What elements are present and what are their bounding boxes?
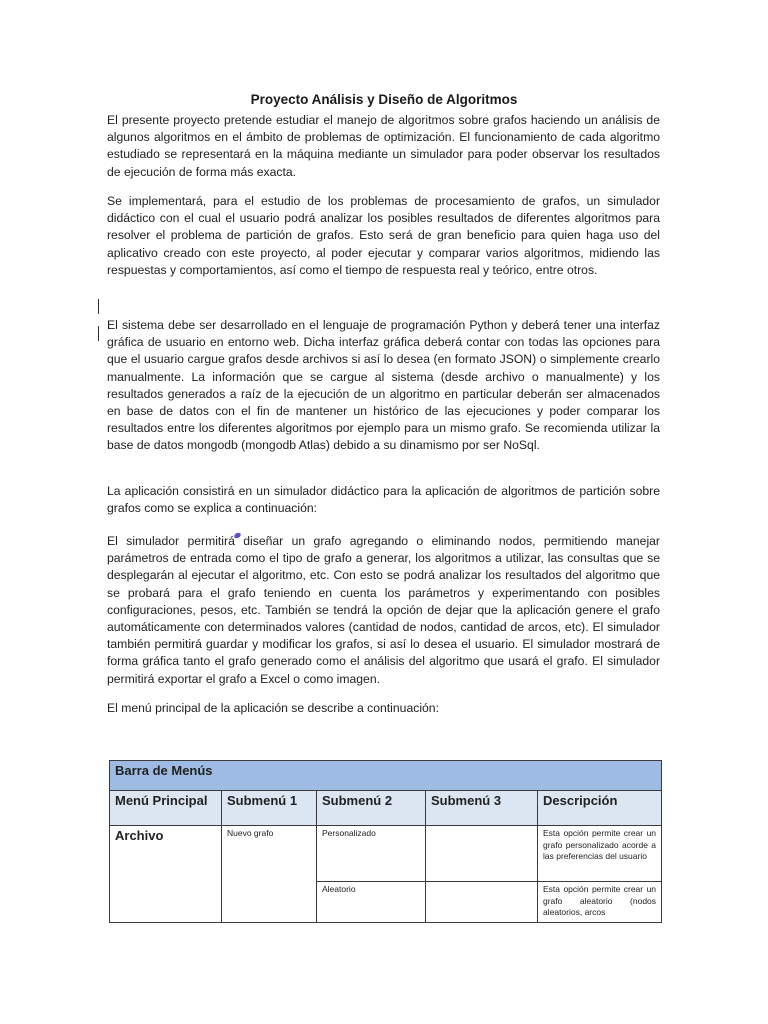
- submenu3-cell: [426, 882, 538, 923]
- description-cell: Esta opción permite crear un grafo personalizado acorde a las preferencias del usuario: [538, 826, 662, 882]
- primary-menu-archivo: Archivo: [110, 826, 222, 923]
- paragraph-implementation: Se implementará, para el estudio de los problemas de procesamiento de grafos, un simulador didáctico con el cual el usuario podrá analizar los posibles resultados de diferentes algoritmos para resolver el problema de partición de grafos. Esto será de gran beneficio para quien haga uso del aplicativo creado con este proyecto, al poder ejecutar y comparar varios algoritmos, midiendo las respuestas y comportamientos, así como el tiempo de respuesta real y teórico, entre otros.: [107, 194, 660, 277]
- header-descripcion: Descripción: [538, 791, 662, 826]
- paragraph-simulator: El simulador permitirá diseñar un grafo agregando o eliminando nodos, permitiendo manejar parámetros de entrada como el tipo de grafo a generar, los algoritmos a utilizar, las consultas que se desplegarán al ejecutar el algoritmo, etc. Con esto se podrá analizar los resultados del algoritmo que se probará para el grafo teniendo en cuenta los parámetros y experimentando con posibles configuraciones, pesos, etc. También se tendrá la opción de dejar que la aplicación genere el grafo automáticamente con determinados valores (cantidad de nodos, cantidad de arcos, etc). El simulador también permitirá guardar y modificar los grafos, si así lo desea el usuario. El simulador mostrará de forma gráfica tanto el grafo generado como el análisis del algoritmo que usará el grafo. El simulador permitirá exportar el grafo a Excel o como imagen.: [107, 534, 660, 686]
- paragraph-intro: El presente proyecto pretende estudiar el manejo de algoritmos sobre grafos haciendo un análisis de algunos algoritmos en el ámbito de problemas de optimización. El funcionamiento de cada algoritmo estudiado se representará en la máquina mediante un simulador para poder observar los resultados de ejecución de forma más exacta.: [107, 113, 660, 179]
- menu-table: [109, 760, 662, 923]
- table-header-row: [110, 791, 662, 826]
- header-menu-principal: Menú Principal: [110, 791, 222, 826]
- document-title: Proyecto Análisis y Diseño de Algoritmos: [250, 92, 518, 107]
- table-row: [110, 826, 662, 882]
- paragraph-application: La aplicación consistirá en un simulador didáctico para la aplicación de algoritmos de partición sobre grafos como se explica a continuación:: [107, 484, 660, 516]
- submenu1-cell: Nuevo grafo: [222, 826, 317, 923]
- menu-bar-title: Barra de Menús: [110, 761, 662, 791]
- paragraph-menu-intro: El menú principal de la aplicación se describe a continuación:: [107, 701, 439, 715]
- submenu3-cell: [426, 826, 538, 882]
- header-submenu-2: Submenú 2: [317, 791, 426, 826]
- menu-bar-row: [110, 761, 662, 791]
- header-submenu-1: Submenú 1: [222, 791, 317, 826]
- header-submenu-3: Submenú 3: [426, 791, 538, 826]
- submenu2-cell: Aleatorio: [317, 882, 426, 923]
- text-cursor-mark: [98, 326, 99, 341]
- submenu2-cell: Personalizado: [317, 826, 426, 882]
- paragraph-system-requirements: El sistema debe ser desarrollado en el lenguaje de programación Python y deberá tener una interfaz gráfica de usuario en entorno web. Dicha interfaz gráfica deberá contar con todas las opciones para que el usuario cargue grafos desde archivos si así lo desea (en formato JSON) o simplemente crearlo manualmente. La información que se cargue al sistema (desde archivo o manualmente) y los resultados generados a raíz de la ejecución de un algoritmo en particular deberán ser almacenados en base de datos con el fin de mantener un histórico de las ejecuciones y poder comparar los resultados entre los diferentes algoritmos por ejemplo para un mismo grafo. Se recomienda utilizar la base de datos mongodb (mongodb Atlas) debido a su dinamismo por ser NoSql.: [107, 318, 660, 453]
- description-cell: Esta opción permite crear un grafo aleatorio (nodos aleatorios, arcos: [538, 882, 662, 923]
- text-cursor-mark: [98, 299, 99, 314]
